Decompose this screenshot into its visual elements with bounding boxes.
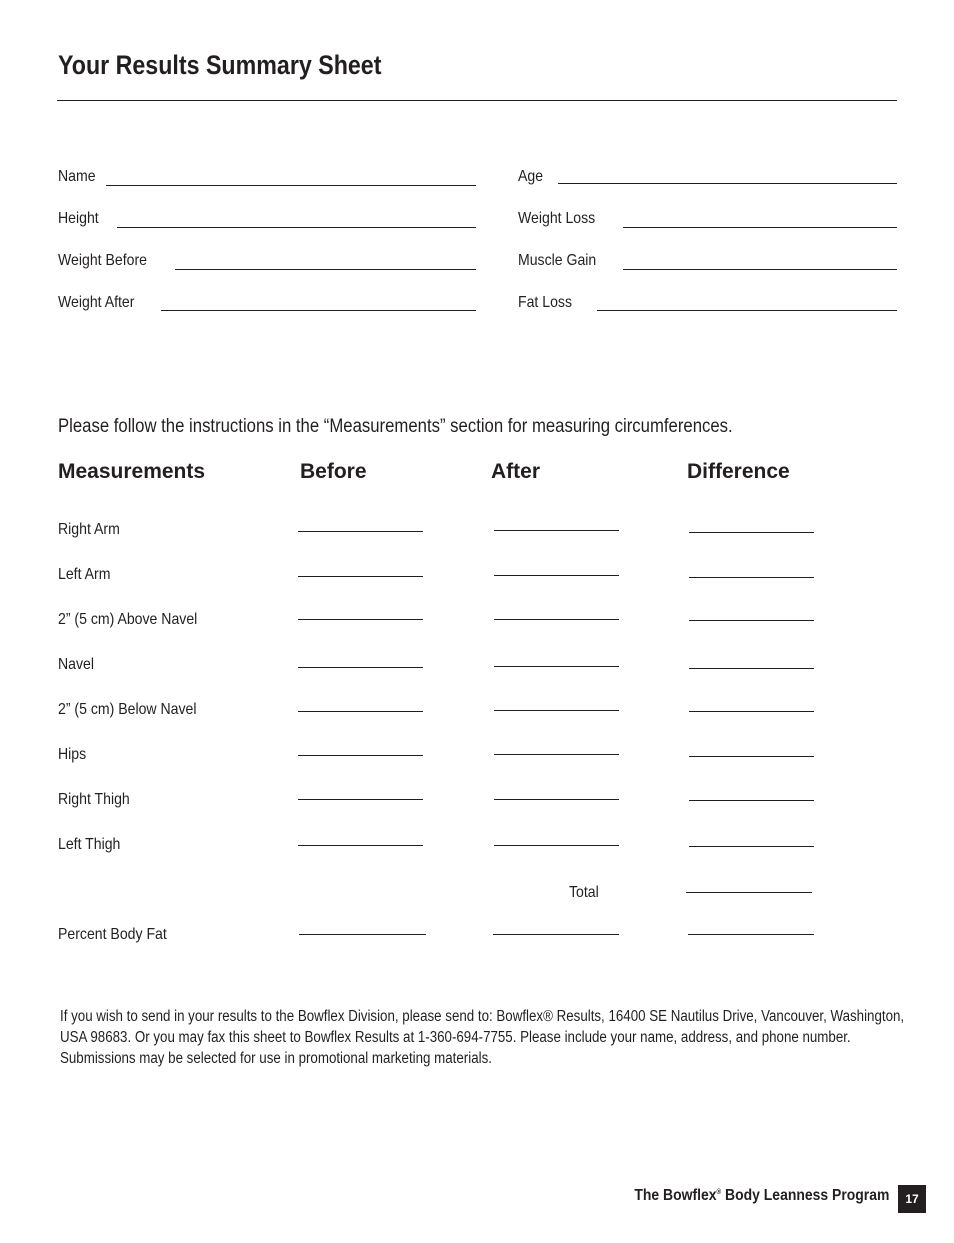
- below-navel-after-field[interactable]: [494, 710, 619, 711]
- navel-before-field[interactable]: [298, 667, 423, 668]
- right-arm-before-field[interactable]: [298, 531, 423, 532]
- header-measurements: Measurements: [58, 460, 206, 483]
- program-brand: [634, 1187, 889, 1205]
- row-label-left-thigh: Left Thigh: [58, 836, 121, 853]
- header-after: After: [491, 460, 541, 483]
- right-arm-difference-field[interactable]: [689, 532, 814, 533]
- age-label: Age: [518, 168, 544, 185]
- hips-after-field[interactable]: [494, 754, 619, 755]
- height-field[interactable]: [117, 227, 476, 228]
- left-thigh-after-field[interactable]: [494, 845, 619, 846]
- brand-prefix: The Bowflex: [633, 1187, 717, 1204]
- header-before: Before: [300, 460, 367, 483]
- total-difference-field[interactable]: [686, 892, 812, 893]
- total-label: Total: [569, 884, 599, 901]
- header-difference: Difference: [687, 460, 790, 483]
- row-label-left-arm: Left Arm: [58, 566, 111, 583]
- registered-mark: ®: [716, 1188, 721, 1196]
- fat-loss-field[interactable]: [597, 310, 897, 311]
- fat-loss-label: Fat Loss: [518, 294, 572, 311]
- row-label-below-navel: 2” (5 cm) Below Navel: [58, 701, 197, 718]
- right-arm-after-field[interactable]: [494, 530, 619, 531]
- muscle-gain-label: Muscle Gain: [518, 252, 597, 269]
- right-thigh-after-field[interactable]: [494, 799, 619, 800]
- weight-loss-field[interactable]: [623, 227, 897, 228]
- navel-after-field[interactable]: [494, 666, 619, 667]
- weight-after-field[interactable]: [161, 310, 476, 311]
- hips-difference-field[interactable]: [689, 756, 814, 757]
- above-navel-difference-field[interactable]: [689, 620, 814, 621]
- row-label-hips: Hips: [58, 746, 87, 763]
- weight-loss-label: Weight Loss: [518, 210, 596, 227]
- weight-after-label: Weight After: [58, 294, 135, 311]
- muscle-gain-field[interactable]: [623, 269, 897, 270]
- above-navel-after-field[interactable]: [494, 619, 619, 620]
- navel-difference-field[interactable]: [689, 668, 814, 669]
- left-arm-difference-field[interactable]: [689, 577, 814, 578]
- hips-before-field[interactable]: [298, 755, 423, 756]
- right-thigh-difference-field[interactable]: [689, 800, 814, 801]
- body-fat-difference-field[interactable]: [688, 934, 814, 935]
- name-label: Name: [58, 168, 96, 185]
- row-label-above-navel: 2” (5 cm) Above Navel: [58, 611, 198, 628]
- submission-note: If you wish to send in your results to the Bowflex Division, please send to: Bowflex® Results, 16400 SE Nautilus Drive, Vancouver, Washington, USA 98683. Or you may fax this sheet to Bowflex Results at 1-360-694-7755. Please include your name, address, and phone number. Submissions may be selected for use in promotional marketing materials.: [60, 1008, 905, 1067]
- title-divider: [57, 100, 897, 101]
- right-thigh-before-field[interactable]: [298, 799, 423, 800]
- name-field[interactable]: [106, 185, 476, 186]
- left-arm-before-field[interactable]: [298, 576, 423, 577]
- body-fat-before-field[interactable]: [299, 934, 426, 935]
- weight-before-label: Weight Before: [58, 252, 147, 269]
- left-thigh-before-field[interactable]: [298, 845, 423, 846]
- measurement-instruction: Please follow the instructions in the “Measurements” section for measuring circumferences.: [58, 416, 733, 437]
- row-label-right-thigh: Right Thigh: [58, 791, 130, 808]
- row-label-right-arm: Right Arm: [58, 521, 120, 538]
- weight-before-field[interactable]: [175, 269, 476, 270]
- row-label-navel: Navel: [58, 656, 94, 673]
- below-navel-difference-field[interactable]: [689, 711, 814, 712]
- age-field[interactable]: [558, 183, 897, 184]
- left-arm-after-field[interactable]: [494, 575, 619, 576]
- page-title: Your Results Summary Sheet: [58, 50, 382, 80]
- brand-suffix: Body Leanness Program: [720, 1187, 889, 1204]
- body-fat-after-field[interactable]: [493, 934, 619, 935]
- page-number: 17: [898, 1185, 926, 1213]
- left-thigh-difference-field[interactable]: [689, 846, 814, 847]
- below-navel-before-field[interactable]: [298, 711, 423, 712]
- height-label: Height: [58, 210, 99, 227]
- body-fat-label: Percent Body Fat: [58, 926, 167, 943]
- above-navel-before-field[interactable]: [298, 619, 423, 620]
